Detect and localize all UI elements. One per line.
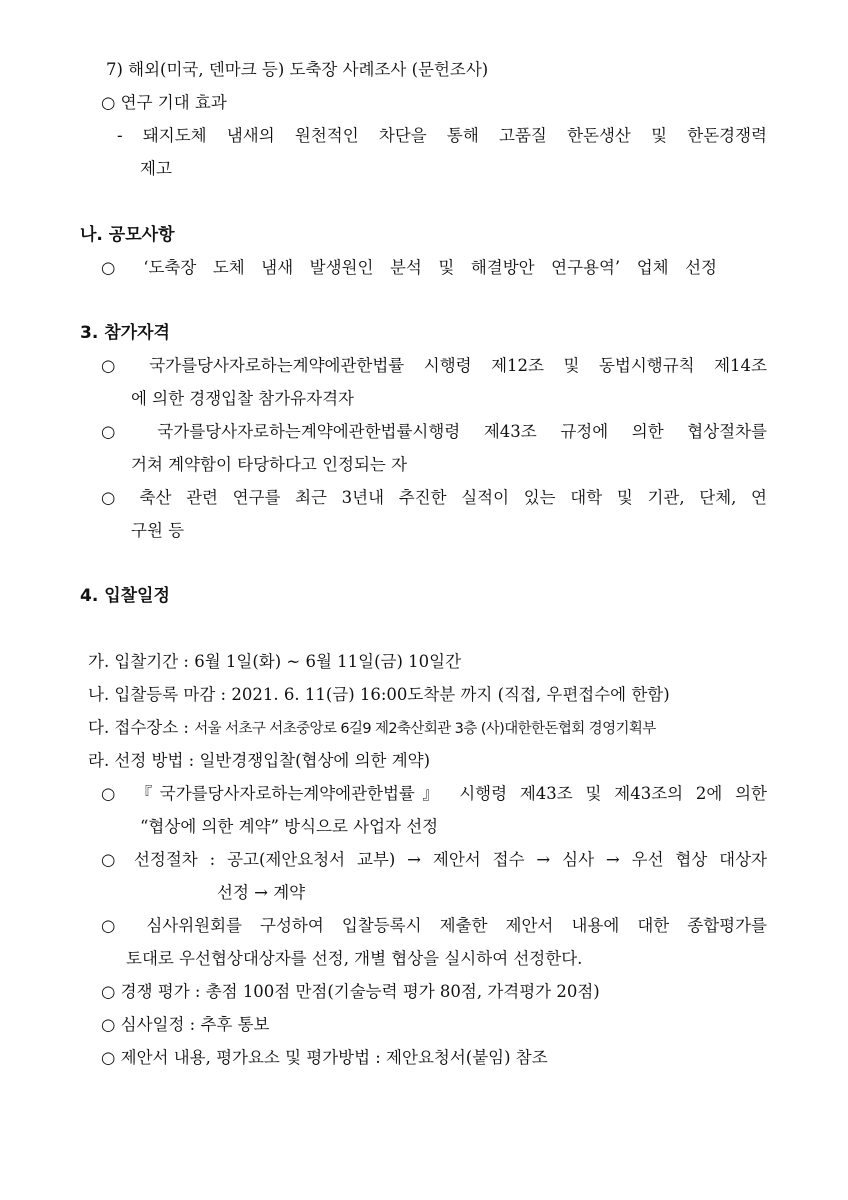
method-2-line-2: 선정 → 계약 bbox=[217, 883, 306, 902]
research-item-7: 7) 해외(미국, 덴마크 등) 도축장 사례조사 (문헌조사) bbox=[106, 60, 489, 79]
qualification-3-line-2: 구원 등 bbox=[131, 521, 185, 540]
method-3-line-2: 토대로 우선협상대상자를 선정, 개별 협상을 실시하여 선정한다. bbox=[126, 949, 583, 968]
submission-place-label: 다. 접수장소 : bbox=[88, 718, 195, 737]
expected-effect-line-2: 제고 bbox=[140, 159, 172, 178]
qualification-1-line-1: ○ 국가를당사자로하는계약에관한법률 시행령 제12조 및 동법시행규칙 제14조 bbox=[101, 356, 767, 375]
method-4-evaluation: ○ 경쟁 평가 : 총점 100점 만점(기술능력 평가 80점, 가격평가 20점) bbox=[101, 982, 600, 1001]
qualification-3-line-1: ○ 축산 관련 연구를 최근 3년내 추진한 실적이 있는 대학 및 기관, 단체, 연 bbox=[101, 488, 767, 507]
qualification-2-line-1: ○ 국가를당사자로하는계약에관한법률시행령 제43조 규정에 의한 협상절차를 bbox=[101, 422, 767, 441]
selection-method: 라. 선정 방법 : 일반경쟁입찰(협상에 의한 계약) bbox=[88, 751, 431, 770]
submission-place-address: 서울 서초구 서초중앙로 6길9 제2축산회관 3층 (사)대한한돈협회 경영기획부 bbox=[194, 721, 656, 737]
method-2-line-1: ○ 선정절차 : 공고(제안요청서 교부) → 제안서 접수 → 심사 → 우선 협상 대상자 bbox=[101, 850, 767, 869]
section-na-title: 나. 공모사항 bbox=[80, 225, 175, 245]
bid-period: 가. 입찰기간 : 6월 1일(화) ~ 6월 11일(금) 10일간 bbox=[88, 652, 462, 671]
submission-place bbox=[88, 717, 656, 740]
method-3-line-1: ○ 심사위원회를 구성하여 입찰등록시 제출한 제안서 내용에 대한 종합평가를 bbox=[101, 916, 767, 935]
qualification-2-line-2: 거쳐 계약함이 타당하다고 인정되는 자 bbox=[131, 455, 408, 474]
bid-registration-deadline: 나. 입찰등록 마감 : 2021. 6. 11(금) 16:00도착분 까지 (직접, 우편접수에 한함) bbox=[88, 685, 670, 704]
expected-effect-heading: ○ 연구 기대 효과 bbox=[101, 93, 227, 112]
method-6-proposal: ○ 제안서 내용, 평가요소 및 평가방법 : 제안요청서(붙임) 참조 bbox=[101, 1048, 548, 1067]
section-4-title: 4. 입찰일정 bbox=[80, 586, 170, 606]
expected-effect-line-1: - 돼지도체 냄새의 원천적인 차단을 통해 고품질 한돈생산 및 한돈경쟁력 bbox=[117, 126, 767, 145]
method-1-line-1: ○ 『국가를당사자로하는계약에관한법률』 시행령 제43조 및 제43조의 2에 의한 bbox=[101, 784, 767, 803]
section-3-title: 3. 참가자격 bbox=[80, 323, 170, 343]
method-1-line-2: “협상에 의한 계약” 방식으로 사업자 선정 bbox=[140, 817, 439, 836]
section-na-item: ○ ‘도축장 도체 냄새 발생원인 분석 및 해결방안 연구용역’ 업체 선정 bbox=[101, 258, 717, 277]
method-5-schedule: ○ 심사일정 : 추후 통보 bbox=[101, 1015, 270, 1034]
qualification-1-line-2: 에 의한 경쟁입찰 참가유자격자 bbox=[131, 389, 354, 408]
